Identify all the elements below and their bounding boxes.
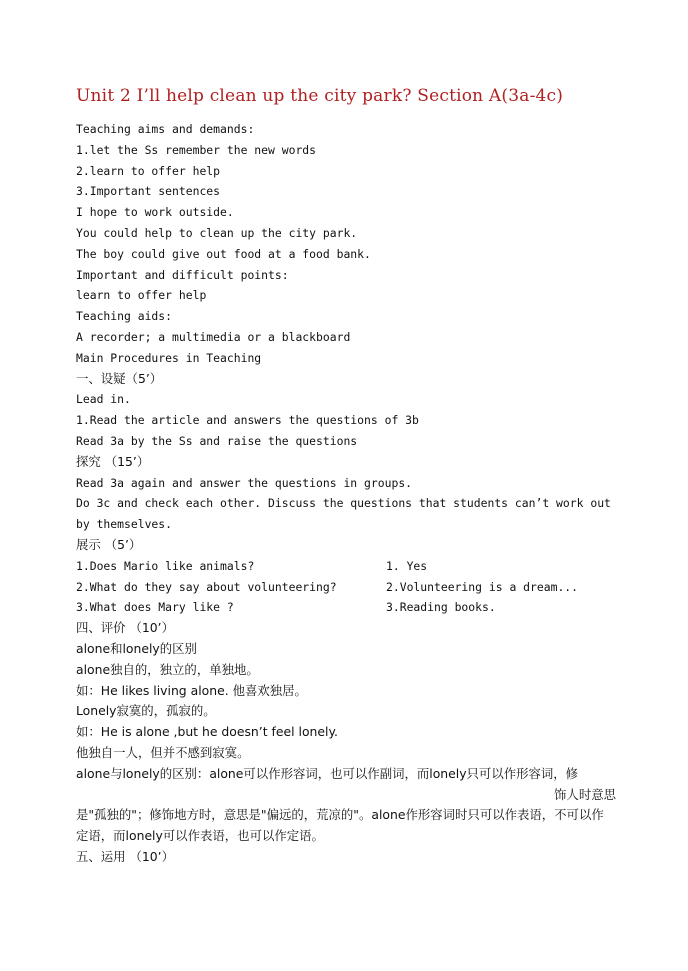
- section-heading-2: 探究 （15’）: [76, 453, 150, 469]
- text-line: I hope to work outside.: [76, 205, 234, 220]
- text-line: 他独自一人，但并不感到寂寞。: [76, 744, 250, 760]
- qa-row: [76, 556, 616, 577]
- text-line: The boy could give out food at a food bank.: [76, 246, 371, 261]
- question-text: 2.What do they say about volunteering?: [76, 579, 337, 594]
- teaching-aims-block: [76, 119, 616, 369]
- text-line: alone和lonely的区别: [76, 640, 197, 656]
- section-heading-5: 五、运用 （10’）: [76, 848, 174, 864]
- text-line: alone独自的，独立的，单独地。: [76, 661, 259, 677]
- section-heading-1: 一、设疑（5’）: [76, 370, 163, 386]
- text-line: 2.learn to offer help: [76, 163, 221, 178]
- right-aligned-text: 饰人时意思: [554, 786, 616, 802]
- qa-row: [76, 597, 616, 618]
- document-page: [76, 86, 616, 868]
- text-line: 如：He is alone ,but he doesn’t feel lonely.: [76, 724, 338, 740]
- text-line: Lonely寂寞的，孤寂的。: [76, 703, 216, 719]
- text-paragraph: Do 3c and check each other. Discuss the questions that students can’t work out by themselves.: [76, 496, 611, 532]
- answer-text: 2.Volunteering is a dream...: [386, 579, 579, 594]
- text-paragraph: 是"孤独的"；修饰地方时，意思是"偏远的，荒凉的"。alone作形容词时只可以作表语，不可以作定语，而lonely可以作表语，也可以作定语。: [76, 807, 604, 844]
- text-line: Main Procedures in Teaching: [76, 350, 262, 365]
- text-line: A recorder; a multimedia or a blackboard: [76, 329, 351, 344]
- section-heading-4: 四、评价 （10’）: [76, 620, 174, 636]
- text-line: Important and difficult points:: [76, 267, 289, 282]
- text-line: You could help to clean up the city park.: [76, 225, 358, 240]
- text-line: Teaching aids:: [76, 309, 173, 324]
- text-paragraph: alone与lonely的区别：alone可以作形容词，也可以作副词，而lonely只可以作形容词，修: [76, 765, 579, 781]
- text-line: Lead in.: [76, 392, 131, 407]
- text-line: 1.let the Ss remember the new words: [76, 142, 317, 157]
- answer-text: 1. Yes: [386, 558, 428, 573]
- text-line: 1.Read the article and answers the questions of 3b: [76, 413, 419, 428]
- question-text: 1.Does Mario like animals?: [76, 558, 255, 573]
- text-line: Read 3a by the Ss and raise the questions: [76, 433, 358, 448]
- document-title: Unit 2 I’ll help clean up the city park? Section A(3a-4c): [76, 86, 564, 106]
- question-text: 3.What does Mary like ?: [76, 600, 234, 615]
- qa-row: [76, 577, 616, 598]
- text-line: Teaching aims and demands:: [76, 122, 255, 136]
- text-line: learn to offer help: [76, 288, 207, 303]
- text-line: 如：He likes living alone. 他喜欢独居。: [76, 682, 307, 698]
- answer-text: 3.Reading books.: [386, 600, 496, 615]
- section-heading-3: 展示 （5’）: [76, 536, 142, 552]
- text-line: 3.Important sentences: [76, 184, 221, 199]
- text-line: Read 3a again and answer the questions in groups.: [76, 475, 413, 490]
